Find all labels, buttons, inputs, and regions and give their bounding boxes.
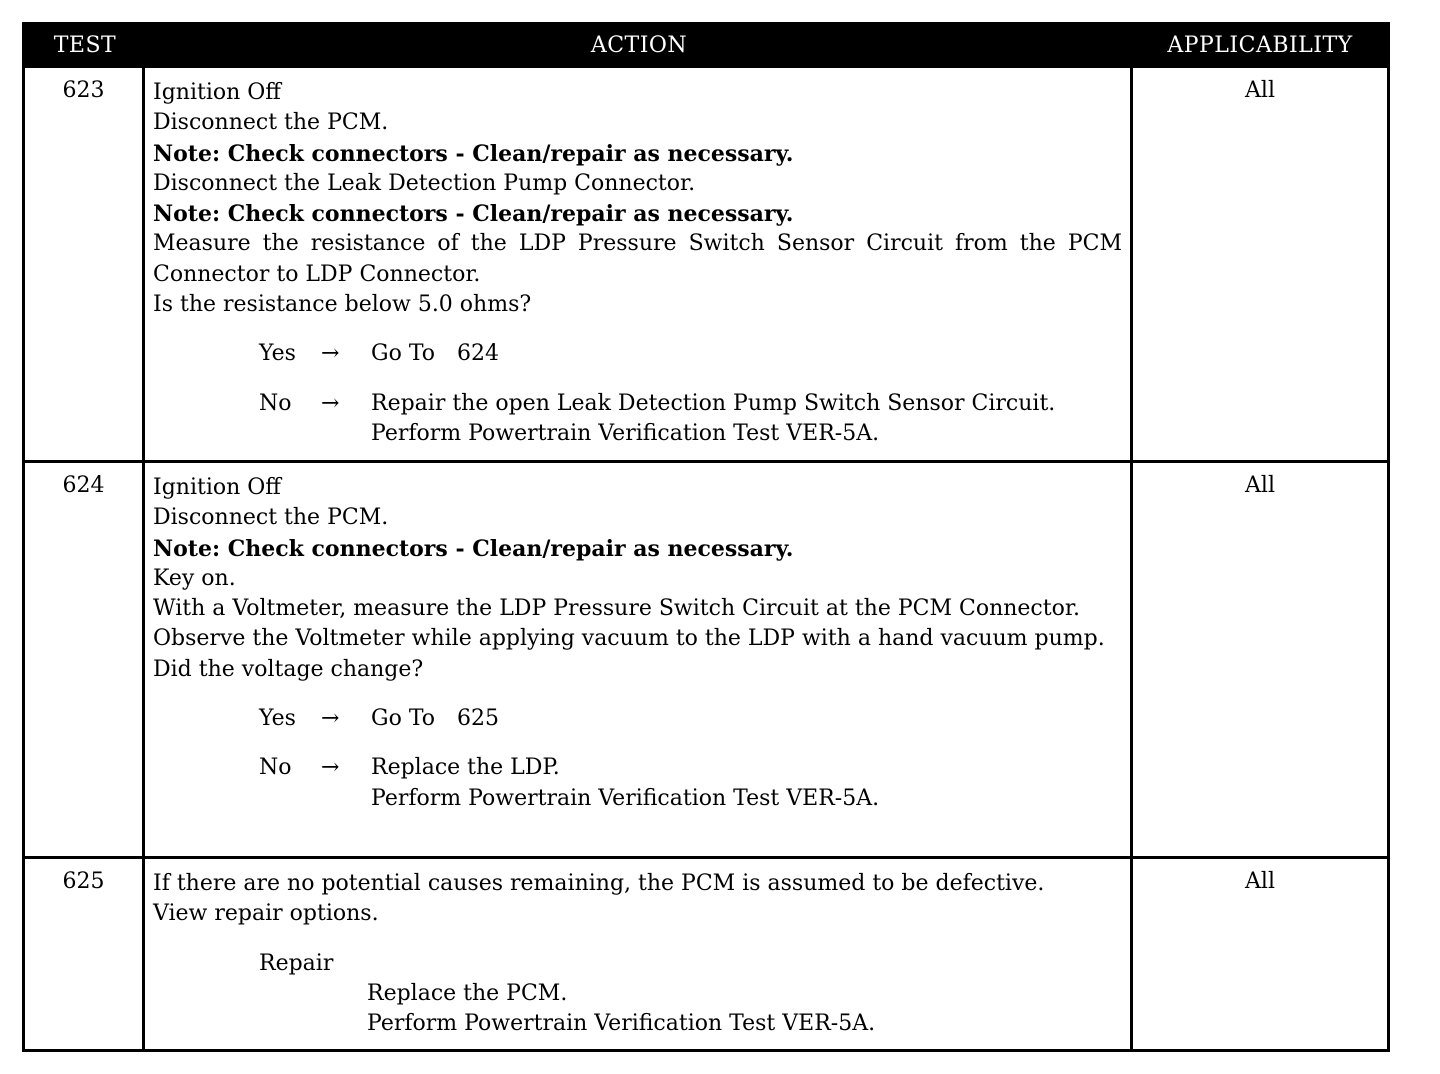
header-test: TEST bbox=[53, 32, 117, 58]
yes-branch bbox=[153, 704, 1122, 734]
goto-label: Go To bbox=[371, 706, 436, 732]
action-line: Measure the resistance of the LDP Pressure Switch Sensor Circuit from the PCM Connector to LDP Connector. bbox=[153, 231, 1122, 287]
header-action: ACTION bbox=[590, 32, 688, 58]
action-cell bbox=[145, 859, 1133, 1049]
no-action-line: Repair the open Leak Detection Pump Switch Sensor Circuit. bbox=[371, 390, 1056, 416]
right-arrow-icon: → bbox=[321, 706, 340, 732]
no-label: No bbox=[259, 755, 292, 781]
right-arrow-icon: → bbox=[321, 755, 340, 781]
diagnostic-test-table bbox=[22, 22, 1390, 1052]
note-line: Note: Check connectors - Clean/repair as necessary. bbox=[153, 140, 794, 167]
test-number: 624 bbox=[25, 463, 145, 856]
table-row bbox=[25, 460, 1387, 856]
yes-branch bbox=[153, 339, 1122, 369]
goto-target: 624 bbox=[457, 341, 500, 367]
right-arrow-icon: → bbox=[321, 390, 340, 416]
no-action-line: Replace the LDP. bbox=[371, 755, 560, 781]
no-action-line: Perform Powertrain Verification Test VER-5A. bbox=[371, 420, 880, 446]
repair-options bbox=[153, 949, 1122, 1040]
action-line: Disconnect the Leak Detection Pump Connector. bbox=[153, 170, 696, 196]
test-number: 623 bbox=[25, 68, 145, 460]
repair-step: Perform Powertrain Verification Test VER-5A. bbox=[367, 1011, 876, 1037]
question-line: Did the voltage change? bbox=[153, 656, 424, 682]
no-branch bbox=[153, 753, 1122, 814]
action-cell bbox=[145, 68, 1133, 460]
action-line: Disconnect the PCM. bbox=[153, 505, 389, 531]
action-line: Observe the Voltmeter while applying vacuum to the LDP with a hand vacuum pump. bbox=[153, 626, 1105, 652]
action-line: With a Voltmeter, measure the LDP Pressure Switch Circuit at the PCM Connector. bbox=[153, 596, 1080, 622]
no-label: No bbox=[259, 390, 292, 416]
action-line: If there are no potential causes remaining, the PCM is assumed to be defective. bbox=[153, 871, 1045, 896]
repair-label: Repair bbox=[259, 950, 334, 976]
applicability-value: All bbox=[1245, 473, 1275, 498]
question-line: Is the resistance below 5.0 ohms? bbox=[153, 292, 532, 318]
yes-label: Yes bbox=[259, 706, 296, 732]
action-cell bbox=[145, 463, 1133, 856]
table-header bbox=[25, 25, 1387, 65]
note-line: Note: Check connectors - Clean/repair as necessary. bbox=[153, 535, 794, 562]
repair-step: Replace the PCM. bbox=[367, 980, 568, 1006]
action-line: View repair options. bbox=[153, 901, 379, 927]
goto-label: Go To bbox=[371, 341, 436, 367]
action-line: Key on. bbox=[153, 565, 236, 591]
test-number: 625 bbox=[25, 859, 145, 1049]
action-line: Ignition Off bbox=[153, 475, 281, 500]
applicability-value: All bbox=[1245, 869, 1275, 894]
action-line: Disconnect the PCM. bbox=[153, 110, 389, 136]
no-action-line: Perform Powertrain Verification Test VER-5A. bbox=[371, 785, 880, 811]
goto-target: 625 bbox=[457, 706, 500, 732]
no-branch bbox=[153, 389, 1122, 450]
table-row bbox=[25, 65, 1387, 460]
yes-label: Yes bbox=[259, 341, 296, 367]
action-line: Ignition Off bbox=[153, 80, 281, 105]
table-row bbox=[25, 856, 1387, 1049]
note-line: Note: Check connectors - Clean/repair as necessary. bbox=[153, 201, 794, 228]
header-applicability: APPLICABILITY bbox=[1167, 32, 1353, 58]
right-arrow-icon: → bbox=[321, 341, 340, 367]
applicability-value: All bbox=[1245, 78, 1275, 103]
